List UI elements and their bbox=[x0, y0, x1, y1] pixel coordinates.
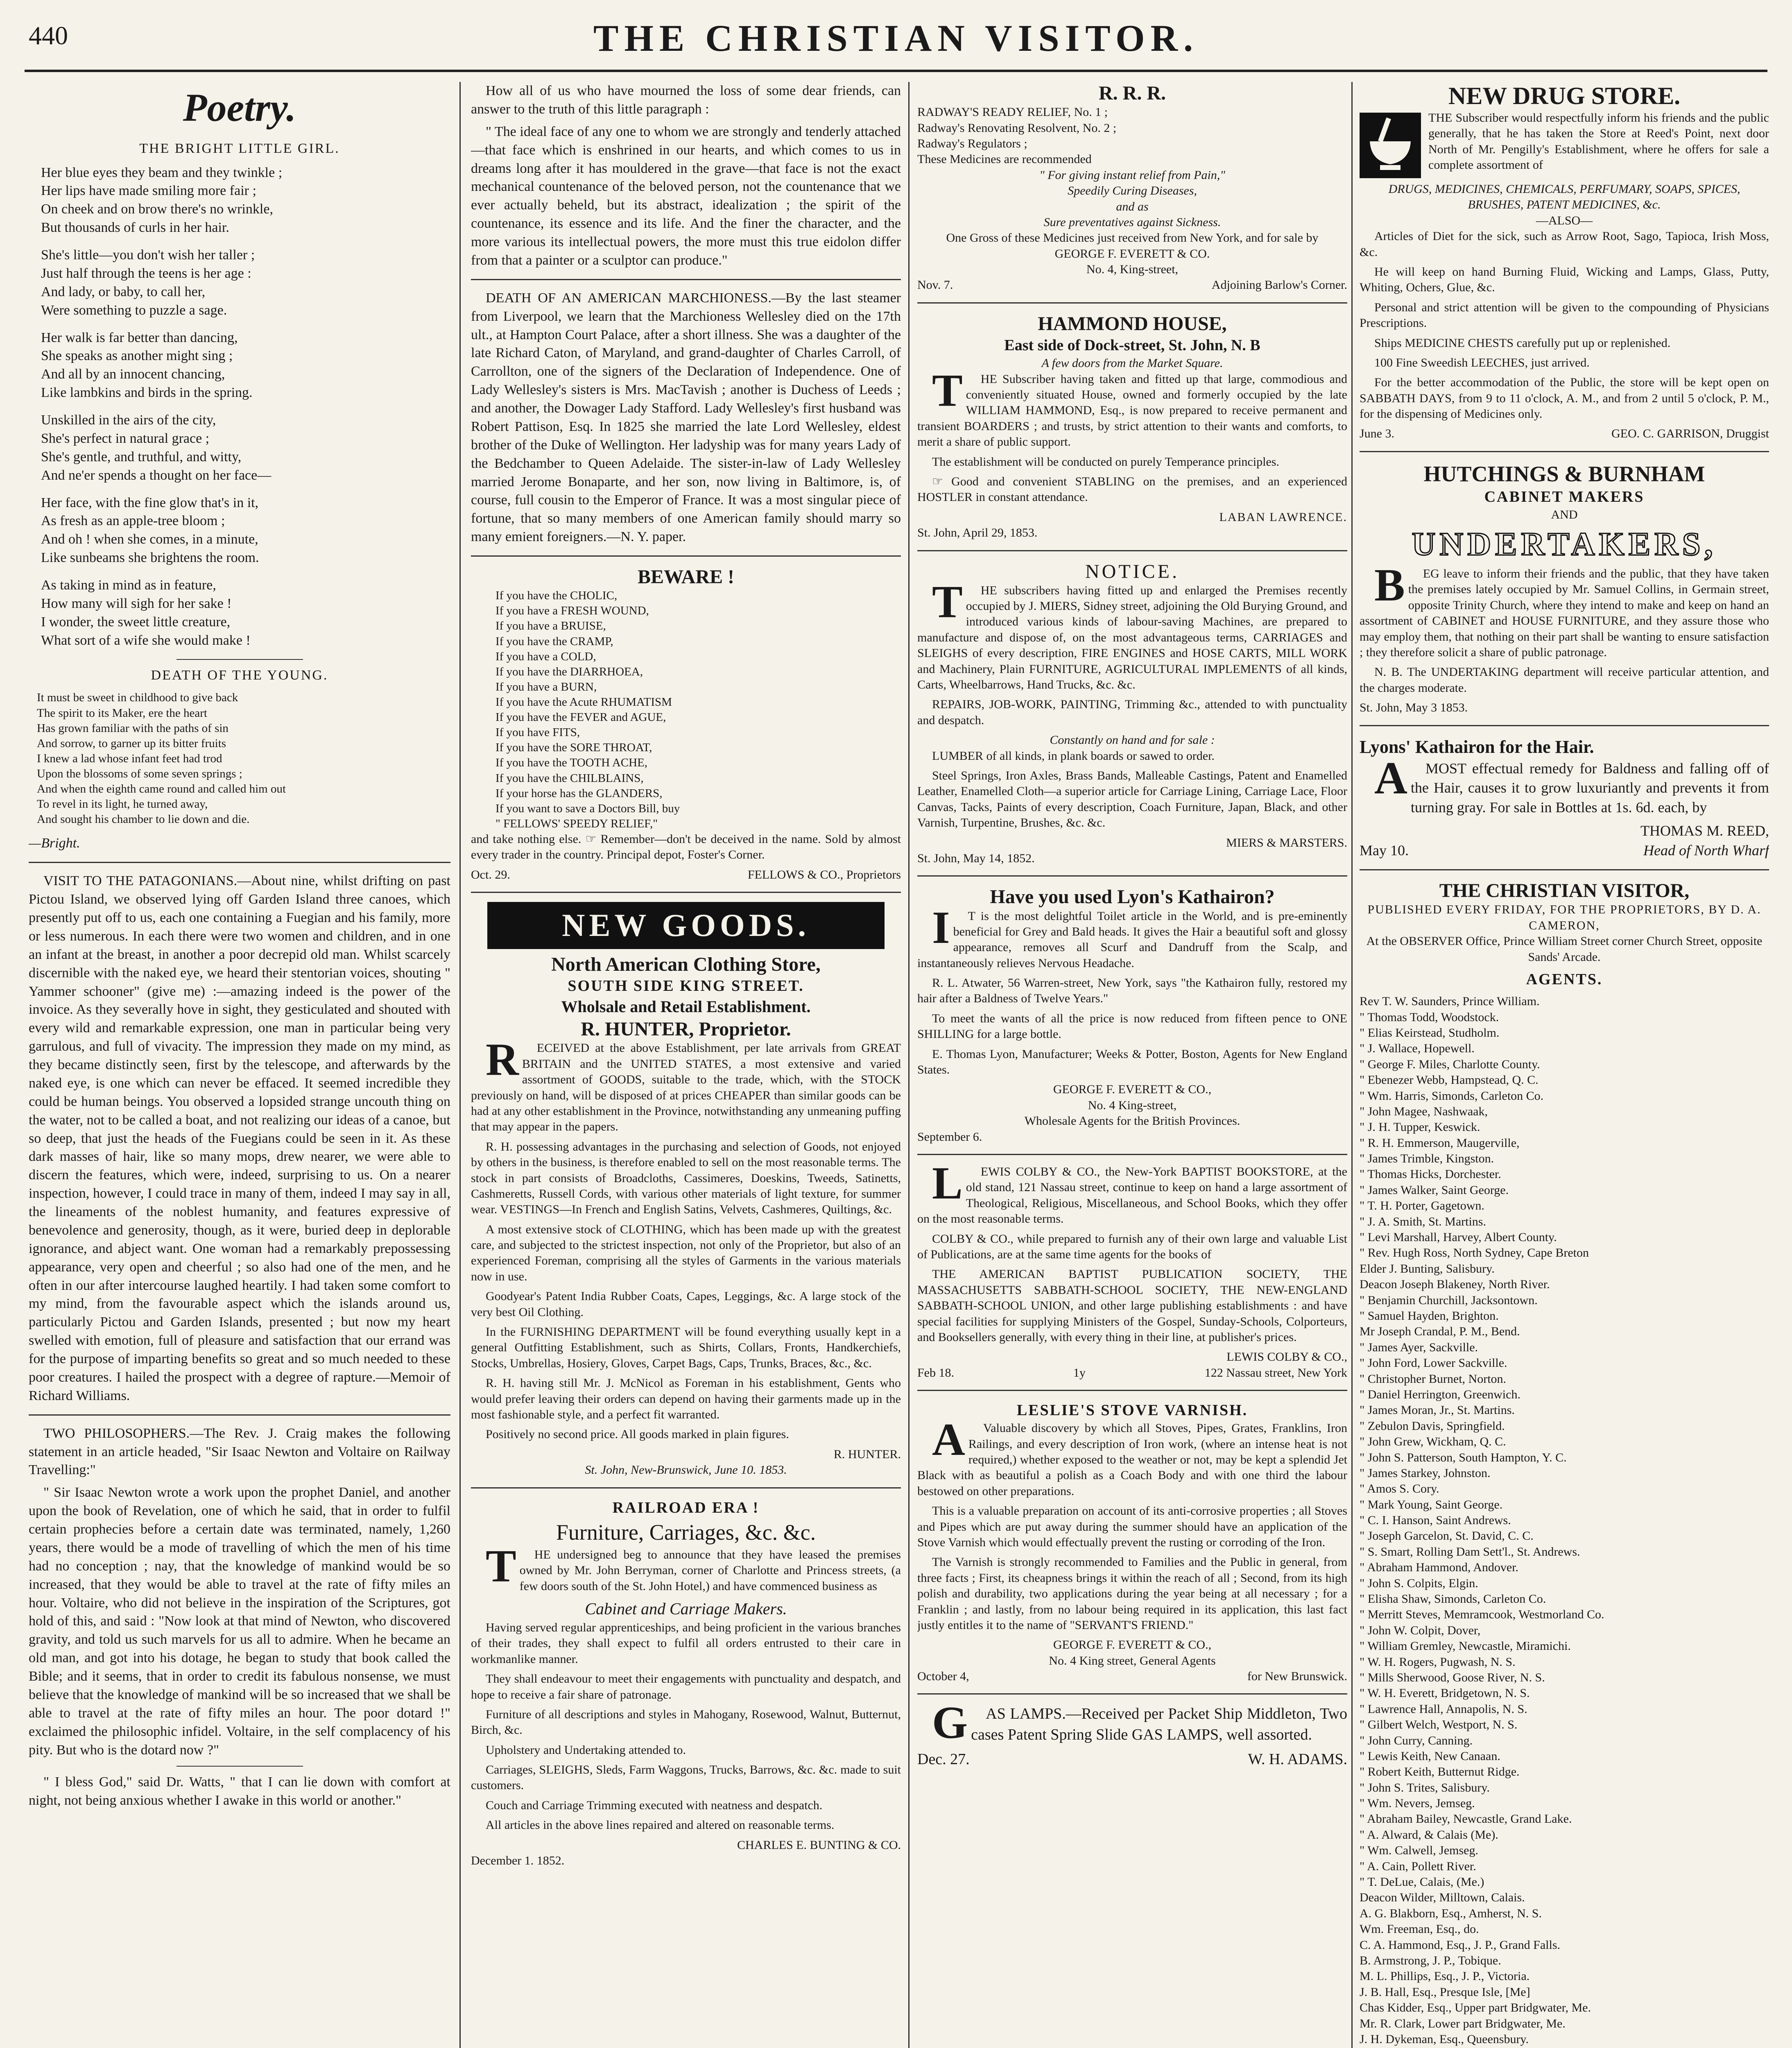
publication-heading: THE CHRISTIAN VISITOR, bbox=[1439, 880, 1690, 902]
ad-body: The Varnish is strongly recommended to Families and the Public in general, from three facts ; First, its cheapness brings it within the reach of all ; Second, from its high polish and durability, two applications during the year being at all necessary ; for a Franklin ; and lastly, from no labour being required in its application, this last fact justly entitles it to the name of "SERVANT'S FRIEND." bbox=[917, 1555, 1347, 1632]
divider bbox=[1360, 725, 1769, 726]
ad-signature: CHARLES E. BUNTING & CO. bbox=[737, 1838, 901, 1852]
ad-body: IT is the most delightful Toilet article in the World, and is pre-eminently beneficial for Grey and Bald heads. It gives the Hair a beautiful soft and glossy appearance, removes all Scurf and Dandruff from the Scalp, and instantaneously relieves Nervous Headache. bbox=[917, 902, 1347, 970]
ad-subheading: CABINET MAKERS bbox=[1484, 488, 1645, 505]
ad-body: Having served regular apprenticeships, and being proficient in the various branches of their trades, they shall expect to fulfil all orders entrusted to their care in workmanlike manner. bbox=[471, 1620, 901, 1666]
poem-author: —Bright. bbox=[29, 836, 80, 851]
ad-body: Upholstery and Undertaking attended to. bbox=[486, 1743, 686, 1757]
ad-body: LUMBER of all kinds, in plank boards or sawed to order. bbox=[932, 749, 1215, 763]
ad-body: A most extensive stock of CLOTHING, which has been made up with the greatest care, and subjected to the strictest inspection, not only of the Proprietor, but also of an experienced Foreman, comprising all the styles of Garments in the various materials now in use. bbox=[471, 1222, 901, 1283]
ad-date: September 6. bbox=[917, 1130, 982, 1144]
ad-heading: LESLIE'S STOVE VARNISH. bbox=[1016, 1402, 1248, 1419]
ad-body: AValuable discovery by which all Stoves, Pipes, Grates, Franklins, Iron Railings, and every description of Iron work, (where an intense heat is not required,) whether exposed to the weather or not, may be kept a splendid Jet Black with as beautiful a polish as a Coach Body and with one third the labour bestowed on other preparations. bbox=[917, 1414, 1347, 1498]
ad-term: 1y bbox=[1073, 1366, 1086, 1380]
ad-signature: GEO. C. GARRISON, Druggist bbox=[1611, 427, 1769, 441]
article-paragraph: " I bless God," said Dr. Watts, " that I can lie down with comfort at night, not being anxious whether I awake in this world or another." bbox=[29, 1774, 450, 1808]
ad-body: RECEIVED at the above Establishment, per late arrivals from GREAT BRITAIN and the UNITED STATES, a most extensive and varied assortment of GOODS, suitable to the trade, which, with the STOCK previously on hand, will be disposed of at prices CHEAPER than similar goods can be had at any other establishment in the Province, notwithstanding any unmeaning puffing that may appear in the papers. bbox=[471, 1034, 901, 1134]
ad-signature-row bbox=[917, 277, 1347, 293]
ad-body: This is a valuable preparation on account of its anti-corrosive properties ; all Stoves and Pipes which are put away during the summer should have an application of the Stove Varnish which would effectually prevent the rusting or corroding of the Iron. bbox=[917, 1504, 1347, 1549]
ad-body: They shall endeavour to meet their engagements with punctuality and despatch, and hope to receive a fair share of patronage. bbox=[471, 1672, 901, 1701]
ad-heading: BEWARE ! bbox=[637, 566, 735, 588]
divider bbox=[29, 862, 450, 863]
ad-body: R. H. having still Mr. J. McNicol as Foreman in his establishment, Gents who would prefer leaving their orders can depend on having their garments made up in the most fashionable style, and a perfect fit warranted. bbox=[471, 1376, 901, 1421]
ad-heading: Furniture, Carriages, &c. &c. bbox=[556, 1520, 816, 1545]
divider bbox=[1360, 451, 1769, 452]
ad-signature: R. HUNTER. bbox=[833, 1447, 901, 1461]
ad-body: E. Thomas Lyon, Manufacturer; Weeks & Potter, Boston, Agents for New England States. bbox=[917, 1047, 1347, 1077]
ad-date: May 10. bbox=[1360, 842, 1409, 859]
divider bbox=[471, 555, 901, 557]
ad-body: Constantly on hand and for sale : bbox=[1050, 733, 1215, 747]
ad-body: and take nothing else. ☞ Remember—don't be deceived in the name. Sold by almost every trader in the country. Principal depot, Foster's Corner. bbox=[471, 832, 901, 862]
ad-signature-row bbox=[917, 1365, 1347, 1381]
article-paragraph: VISIT TO THE PATAGONIANS.—About nine, whilst drifting on past Pictou Island, we observed lying off Garden Island three canoes, which presently put off to us, each one containing a Fuegian and his family, more or less numerous. In each there were two women and children, and in one an infant at the breast, in another a poor decrepid old man. Whilst scarcely discernible with the naked eye, we heard their stentorian voices, shouting " Yammer schooner" (give me) :—amazing indeed is the power of the invoice. As they severally hove in sight, they gesticulated and shouted with every wild and remarkable expression, one man in particular being very garrulous, and full of vivacity. The impression they made on my mind, as they became distinctly seen, first by the telescope, and afterwards by the naked eye, is one which can never be effaced. It seemed incredible they could be human beings. You observed a lopsided strange uncouth thing on the water, not to be called a boat, and not realizing our ideas of a canoe, but so deep, that just the heads of the Fuegians could be seen in it. As these dark masses of hair, like so many mops, drew nearer, we were able to discern the features, which were, indeed, surprising to us. On a nearer inspection, however, I could trace in many of them, indeed I may say in all, the lineaments of the noblest humanity, and features expressive of benevolence and generosity, though, as it were, buried deep in deplorable ignorance, and abject want. One woman had a remarkably prepossessing appearance, very open and cheerful ; so also had one of the men, and he often in our after intercourse laughed heartily. I had taken some comfort to my mind, from the favourable aspect which the islands around us, particularly Pictou and Garden Islands, presented ; but now my heart swelled with emotion, full of pleasure and satisfaction that our errand was for the purpose of imparting benefits so great and so much needed to these poor creatures. I hailed the prospect with a degree of rapture.—Memoir of Richard Williams. bbox=[29, 873, 450, 1403]
ad-subheading: A few doors from the Market Square. bbox=[1041, 356, 1223, 370]
divider bbox=[917, 550, 1347, 551]
article-paragraph: TWO PHILOSOPHERS.—The Rev. J. Craig makes the following statement in an article headed, "Sir Isaac Newton and Voltaire on Railway Travelling:" bbox=[29, 1425, 450, 1478]
column-rule bbox=[459, 82, 461, 2048]
ad-body: Personal and strict attention will be given to the compounding of Physicians Prescriptions. bbox=[1360, 300, 1769, 330]
divider bbox=[176, 659, 303, 660]
page-number: 440 bbox=[29, 21, 68, 50]
column-rule bbox=[908, 82, 910, 2048]
ad-signature-row bbox=[1360, 841, 1769, 861]
ad-signature: LEWIS COLBY & CO., bbox=[1226, 1350, 1347, 1364]
ad-body: In the FURNISHING DEPARTMENT will be found everything usually kept in a general Outfitting Establishment, such as Shirts, Collars, Fronts, Handkerchiefs, Stocks, Umbrellas, Hosiery, Gloves, Carpet Bags, Caps, Trunks, Braces, &c., &c. bbox=[471, 1325, 901, 1370]
poem-stanza: Her blue eyes they beam and they twinkle ; Her lips have made smiling more fair ; On cheek and on brow there's no wrinkle, But thousands of curls in her hair. bbox=[41, 165, 283, 236]
poem-title: DEATH OF THE YOUNG. bbox=[151, 667, 328, 683]
ad-body: Articles of Diet for the sick, such as Arrow Root, Sago, Tapioca, Irish Moss, &c. bbox=[1360, 229, 1769, 259]
ad-date: St. John, May 3 1853. bbox=[1360, 701, 1468, 715]
ad-subheading: Wholsale and Retail Establishment. bbox=[561, 997, 811, 1016]
page-header bbox=[25, 12, 1767, 72]
ad-body: Steel Springs, Iron Axles, Brass Bands, Malleable Castings, Patent and Enamelled Leather, Enamelled Cloth—a superior article for Carriage Lining, Carriage Lace, Floor Canvas, Tacks, Paints of every description, Coach Furniture, Japan, Black, and other Varnish, Turpentine, Brushes, &c. &c. bbox=[917, 769, 1347, 830]
ad-body: REPAIRS, JOB-WORK, PAINTING, Trimming &c., attended to with punctuality and despatch. bbox=[917, 698, 1347, 727]
article-paragraph: " The ideal face of any one to whom we are strongly and tenderly attached—that face which is enshrined in our hearts, and which comes to us in dreams long after it has mouldered in the grave—that face is not the exact mechanical countenance of the beloved person, not the countenance that we ever actually beheld, but its abstract, idealization ; the spirit of the countenance, its essence and its life. And the finer the character, and the more various its intellectual powers, the more must this true eidolon differ from that a painter or a sculptor can produce." bbox=[471, 124, 901, 268]
ad-address: for New Brunswick. bbox=[1247, 1670, 1347, 1683]
poetry-heading: Poetry. bbox=[183, 86, 296, 129]
ad-subheading: SOUTH SIDE KING STREET. bbox=[568, 977, 804, 995]
ad-heading: North American Clothing Store, bbox=[551, 954, 821, 976]
ad-body: Cabinet and Carriage Makers. bbox=[585, 1599, 787, 1618]
ad-body: To meet the wants of all the price is now reduced from fifteen pence to ONE SHILLING for a large bottle. bbox=[917, 1011, 1347, 1041]
ad-heading: Lyons' Kathairon for the Hair. bbox=[1360, 736, 1594, 757]
ad-body: Goodyear's Patent India Rubber Coats, Capes, Leggings, &c. A large stock of the very best Oil Clothing. bbox=[471, 1289, 901, 1319]
ad-date: St. John, May 14, 1852. bbox=[917, 851, 1035, 865]
masthead-title: THE CHRISTIAN VISITOR. bbox=[593, 17, 1199, 59]
ad-address: Adjoining Barlow's Corner. bbox=[1211, 278, 1347, 292]
ad-body: Positively no second price. All goods marked in plain figures. bbox=[486, 1427, 789, 1441]
ad-body: N. B. The UNDERTAKING department will receive particular attention, and the charges moderate. bbox=[1360, 665, 1769, 695]
article-paragraph: How all of us who have mourned the loss of some dear friends, can answer to the truth of this little paragraph : bbox=[471, 83, 901, 117]
ad-heading: HUTCHINGS & BURNHAM bbox=[1423, 461, 1705, 486]
ad-body: THE subscribers having fitted up and enlarged the Premises recently occupied by J. MIERS, Sidney street, adjoining the Old Burying Ground, and introduced various kinds of labour-saving Machines, are prepared to manufacture and dispose of, on the most advantageous terms, CARRIAGES and SLEIGHS of every description, FIRE ENGINES and HOSE CARTS, MILL WORK and Machinery, Plain FURNITURE, AGRICULTURAL IMPLEMENTS of all kinds, Carts, Wheelbarrows, Hand Trucks, &c. &c. bbox=[917, 576, 1347, 692]
ad-signature: GEORGE F. EVERETT & CO., No. 4 King street, General Agents bbox=[1049, 1638, 1216, 1667]
article-paragraph: " Sir Isaac Newton wrote a work upon the prophet Daniel, and another upon the book of Revelation, one of which he said, that in order to fulfil certain prophecies before a certain date was terminated, namely, 1,260 years, there would be a mode of travelling of which the men of his time had no conception ; nay, that the knowledge of mankind would be so increased, that they would be able to travel at the rate of fifty miles an hour. Voltaire, who did not believe in the inspiration of the Scriptures, got hold of this, and said : "Now look at that mind of Newton, who discovered gravity, and told us such marvels for us all to admire. When he became an old man, and got into his dotage, he began to study that book called the Bible; and it seems, that in order to credit its fabulous nonsense, we must believe that the knowledge of mankind will be so increased that we shall be able to travel at the rate of fifty miles an hour. The poor dotard !" exclaimed the philosophic infidel. Voltaire, in the self complacency of his pity. But who is the dotard now ?" bbox=[29, 1485, 450, 1758]
ad-heading: RAILROAD ERA ! bbox=[612, 1499, 760, 1516]
ad-signature: GEORGE F. EVERETT & CO., No. 4 King-street, Wholesale Agents for the British Provinces. bbox=[1024, 1083, 1240, 1128]
agents-heading: AGENTS. bbox=[1526, 971, 1603, 988]
ad-list: If you have the CHOLIC, If you have a FRESH WOUND, If you have a BRUISE, If you have the CRAMP, If you have a COLD, If you have the DIARRHOEA, If you have a BURN, If you have the Acute RHUMATISM If you have the FEVER and AGUE, If you have FITS, If you have the SORE THROAT, If you have the TOOTH ACHE, If you have the CHILBLAINS, If your horse has the GLANDERS, If you want to save a Doctors Bill, buy " FELLOWS' SPEEDY RELIEF," bbox=[496, 589, 680, 830]
ad-body: Furniture of all descriptions and styles in Mahogany, Rosewood, Walnut, Butternut, Birch, &c. bbox=[471, 1707, 901, 1737]
poem-stanza: Her walk is far better than dancing, She speaks as another might sing ; And all by an innocent chancing, Like lambkins and birds in the spring. bbox=[41, 330, 253, 401]
ad-body: DRUGS, MEDICINES, CHEMICALS, PERFUMARY, SOAPS, SPICES, BRUSHES, PATENT MEDICINES, &c. bbox=[1388, 182, 1740, 212]
ad-body: THE Subscriber would respectfully inform his friends and the public generally, that he has taken the Store at Reed's Point, next door North of Mr. Pengilly's Establishment, where he offers for sale a complete assortment of bbox=[1428, 111, 1769, 172]
new-goods-banner: NEW GOODS. bbox=[487, 902, 885, 949]
ad-body: THE AMERICAN BAPTIST PUBLICATION SOCIETY, THE MASSACHUSETTS SABBATH-SCHOOL SOCIETY, THE NEW-ENGLAND SABBATH-SCHOOL UNION, and other large publishing establishments : and have special facilities for supplying Ministers of the Gospel, Sunday-Schools, Colporteurs, and Booksellers generally, with every thing in their line, at publisher's prices. bbox=[917, 1267, 1347, 1344]
ad-heading: NEW DRUG STORE. bbox=[1448, 82, 1681, 109]
ad-date: Feb 18. bbox=[917, 1366, 954, 1380]
ad-heading: R. R. R. bbox=[1099, 82, 1166, 104]
mortar-and-pestle-icon bbox=[1360, 113, 1421, 178]
ad-date: October 4, bbox=[917, 1670, 969, 1683]
ad-heading: UNDERTAKERS, bbox=[1412, 526, 1717, 562]
publication-subheading: PUBLISHED EVERY FRIDAY, FOR THE PROPRIETORS, BY D. A. CAMERON, bbox=[1367, 903, 1761, 932]
ad-subheading: AND bbox=[1551, 508, 1578, 522]
agents-list: Rev T. W. Saunders, Prince William. " Thomas Todd, Woodstock. " Elias Keirstead, Studholm. " J. Wallace, Hopewell. " George F. Miles, Charlotte County. " Ebenezer Webb, Hampstead, Q. C. " Wm. Harris, Simonds, Carleton Co. " John Magee, Nashwaak, " J. H. Tupper, Keswick. " R. H. Emmerson, Maugerville, " James Trimble, Kingston. " Thomas Hicks, Dorchester. " James Walker, Saint George. " T. H. Porter, Gagetown. " J. A. Smith, St. Martins. " Levi Marshall, Harvey, Albert County. " Rev. Hugh Ross, North Sydney, Cape Breton Elder J. Bunting, Salisbury. Deacon Joseph Blakeney, North River. " Benjamin Churchill, Jacksontown. " Samuel Hayden, Brighton. Mr Joseph Crandal, P. M., Bend. " James Ayer, Sackville. " John Ford, Lower Sackville. " Christopher Burnet, Norton. " Daniel Herrington, Greenwich. " James Moran, Jr., St. Martins. " Zebulon Davis, Springfield. " John Grew, Wickham, Q. C. " John S. Patterson, South Hampton, Y. C. " James Starkey, Johnston. " Amos S. Cory. " Mark Young, Saint George. " C. I. Hanson, Saint Andrews. " Joseph Garcelon, St. David, C. C. " S. Smart, Rolling Dam Sett'l., St. Andrews. " Abraham Hammond, Andover. " John S. Colpits, Elgin. " Elisha Shaw, Simonds, Carleton Co. " Merritt Steves, Memramcook, Westmorland Co. " John W. Colpit, Dover, " William Gremley, Newcastle, Miramichi. " W. H. Rogers, Pugwash, N. S. " Mills Sherwood, Goose River, N. S. " W. H. Everett, Bridgetown, N. S. " Lawrence Hall, Annapolis, N. S. " Gilbert Welch, Westport, N. S. " John Curry, Canning. " Lewis Keith, New Canaan. " Robert Keith, Butternut Ridge. " John S. Trites, Salisbury. " Wm. Nevers, Jemseg. " Abraham Bailey, Newcastle, Grand Lake. " A. Alward, & Calais (Me). " Wm. Calwell, Jemseg. " A. Cain, Pollett River. " T. DeLue, Calais, (Me.) Deacon Wilder, Milltown, Calais. A. G. Blakborn, Esq., Amherst, N. S. Wm. Freeman, Esq., do. C. A. Hammond, Esq., J. P., Grand Falls. B. Armstrong, J. P., Tobique. M. L. Phillips, Esq., J. P., Victoria. J. B. Hall, Esq., Presque Isle, [Me] Chas Kidder, Esq., Upper part Bridgwater, Me. Mr. R. Clark, Lower part Bridgwater, Me. J. H. Dykeman, Esq., Queensbury. bbox=[1360, 995, 1604, 2046]
ad-body: Carriages, SLEIGHS, Sleds, Farm Waggons, Trucks, Barrows, &c. &c. made to suit customers. bbox=[471, 1763, 901, 1792]
article-paragraph: DEATH OF AN AMERICAN MARCHIONESS.—By the last steamer from Liverpool, we learn that the Marchioness Wellesley died on the 17th ult., at Hampton Court Palace, after a short illness. She was a daughter of the late Richard Caton, of Maryland, and grand-daughter of Charles Carroll, of Carrollton, one of the signers of the Declaration of Independence. One of Lady Wellesley's sisters is Mrs. MacTavish ; another is Duchess of Leeds ; and another, the Dowager Lady Stafford. Lady Wellesley's first husband was Robert Pattison, Esq. In 1825 she married the late Lord Wellesley, eldest brother of the Duke of Wellington. Her ladyship was for many years Lady of the Bedchamber to Queen Adelaide. The sister-in-law of Lady Wellesley married Jerome Bonaparte, and her son, now living in Baltimore, is, of course, full cousin to the Emperor of France. It was a most singular piece of fortune, that so many members of one American family should marry so many emient foreigners.—N. Y. paper. bbox=[471, 290, 901, 545]
ad-body: All articles in the above lines repaired and altered on reasonable terms. bbox=[486, 1818, 835, 1832]
ad-signature-row bbox=[471, 867, 901, 883]
divider bbox=[29, 1414, 450, 1416]
ad-body: " For giving instant relief from Pain," Speedily Curing Diseases, and as Sure preventatives against Sickness. bbox=[1039, 168, 1225, 229]
column-2 bbox=[471, 82, 901, 2048]
ad-body: These Medicines are recommended bbox=[917, 152, 1092, 166]
ad-date: June 3. bbox=[1360, 427, 1394, 441]
ad-signature-row bbox=[917, 1669, 1347, 1684]
divider bbox=[917, 1390, 1347, 1391]
ad-body: THE undersigned beg to announce that they have leased the premises owned by Mr. John Berryman, corner of Charlotte and Princess streets, (a few doors south of the St. John Hotel,) and have commenced business as bbox=[486, 1541, 901, 1593]
ad-heading: Have you used Lyon's Kathairon? bbox=[990, 886, 1275, 908]
ad-body: THE Subscriber having taken and fitted up that large, commodious and conveniently situated House, owned and formerly occupied by the late WILLIAM HAMMOND, Esq., is now prepared to receive permanent and transient BOARDERS ; and trusts, by strict attention to their wants and comforts, to merit a share of public support. bbox=[917, 365, 1347, 449]
ad-body: Ships MEDICINE CHESTS carefully put up or replenished. bbox=[1374, 336, 1671, 350]
ad-body: GAS LAMPS.—Received per Packet Ship Middleton, Two cases Patent Spring Slide GAS LAMPS, well assorted. bbox=[932, 1697, 1347, 1749]
ad-date: Nov. 7. bbox=[917, 278, 953, 292]
divider bbox=[1360, 869, 1769, 870]
poem-stanza: Her face, with the fine glow that's in it, As fresh as an apple-tree bloom ; And oh ! when she comes, in a minute, Like sunbeams she brightens the room. bbox=[41, 495, 259, 566]
ad-body: R. L. Atwater, 56 Warren-street, New York, says "the Kathairon fully, restored my hair after a Baldness of Twelve Years." bbox=[917, 976, 1347, 1006]
ad-date: Dec. 27. bbox=[917, 1750, 970, 1768]
ad-body: Couch and Carriage Trimming executed with neatness and despatch. bbox=[486, 1798, 823, 1812]
ad-proprietor: R. HUNTER, Proprietor. bbox=[581, 1018, 791, 1040]
ad-body: ☞ Good and convenient STABLING on the premises, and an experienced HOSTLER in constant attendance. bbox=[917, 474, 1347, 504]
ad-body: One Gross of these Medicines just received from New York, and for sale by GEORGE F. EVERETT & CO. No. 4, King-street, bbox=[946, 231, 1319, 276]
ad-date: St. John, New-Brunswick, June 10. 1853. bbox=[585, 1463, 787, 1477]
divider bbox=[471, 279, 901, 280]
poem-title: THE BRIGHT LITTLE GIRL. bbox=[139, 140, 340, 156]
ad-date: December 1. 1852. bbox=[471, 1854, 565, 1868]
divider bbox=[917, 1154, 1347, 1155]
divider bbox=[176, 1766, 303, 1767]
divider bbox=[471, 1487, 901, 1488]
ad-signature: FELLOWS & CO., Proprietors bbox=[747, 868, 901, 881]
ad-body: RADWAY'S READY RELIEF, No. 1 ; Radway's Renovating Resolvent, No. 2 ; Radway's Regulators ; bbox=[917, 105, 1117, 150]
ad-body: For the better accommodation of the Public, the store will be kept open on SABBATH DAYS, from 9 to 11 o'clock, A. M., and from 2 until 5 o'clock, P. M., for the dispensing of Medicines only. bbox=[1360, 376, 1769, 421]
publication-address: At the OBSERVER Office, Prince William Street corner Church Street, opposite Sands' Arcade. bbox=[1366, 934, 1763, 964]
ad-body: —ALSO— bbox=[1536, 213, 1593, 227]
ad-heading: NOTICE. bbox=[1085, 560, 1179, 582]
ad-heading: HAMMOND HOUSE, bbox=[1038, 313, 1227, 335]
poem-stanza: As taking in mind as in feature, How many will sigh for her sake ! I wonder, the sweet little creature, What sort of a wife she would make ! bbox=[41, 578, 251, 648]
ad-body: AMOST effectual remedy for Baldness and falling off of the Hair, causes it to grow luxuriantly and prevents it from turning gray. For sale in Bottles at 1s. 6d. each, by bbox=[1374, 752, 1769, 816]
ad-date: Oct. 29. bbox=[471, 868, 510, 881]
ad-signature: MIERS & MARSTERS. bbox=[1226, 836, 1347, 850]
divider bbox=[471, 892, 901, 893]
ad-subheading: East side of Dock-street, St. John, N. B bbox=[1004, 337, 1260, 354]
column-rule bbox=[1351, 82, 1353, 2048]
ad-body: BEG leave to inform their friends and the public, that they have taken the premises lately occupied by Mr. Samuel Collins, in Germain street, opposite Trinity Church, where they intend to make and keep on hand an assortment of CABINET and HOUSE FURNITURE, and they assure those who may employ them, that nothing on their part shall be wanting to ensure satisfaction ; they therefore solicit a share of public patronage. bbox=[1360, 560, 1769, 659]
poem-stanza: Unskilled in the airs of the city, She's perfect in natural grace ; She's gentle, and truthful, and witty, And ne'er spends a thought on her face— bbox=[41, 412, 272, 483]
ad-signature-row bbox=[917, 1749, 1347, 1769]
ad-signature: W. H. ADAMS. bbox=[1248, 1750, 1347, 1768]
column-3 bbox=[917, 82, 1347, 2048]
divider bbox=[917, 1693, 1347, 1695]
divider bbox=[917, 302, 1347, 304]
ad-signature: LABAN LAWRENCE. bbox=[1219, 510, 1347, 524]
ad-body: LEWIS COLBY & CO., the New-York BAPTIST BOOKSTORE, at the old stand, 121 Nassau street, continue to keep on hand a large assortment of Theological, Religious, Miscellaneous, and School Books, which they offer on the most reasonable terms. bbox=[917, 1158, 1347, 1226]
poem-stanza: She's little—you don't wish her taller ; Just half through the teens is her age : And lady, or baby, to call her, Were something to puzzle a sage. bbox=[41, 247, 255, 318]
ad-body: R. H. possessing advantages in the purchasing and selection of Goods, not enjoyed by others in the business, is therefore enabled to sell on the most reasonable terms. The stock in part consists of Broadcloths, Cassimeres, Doeskins, Tweeds, Satinetts, Cashmeretts, Russell Cords, with various other materials of light texture, for summer wear. VESTINGS—In French and English Satins, Velvets, Cashmeres, Quiltings, &c. bbox=[471, 1140, 901, 1217]
ad-date: St. John, April 29, 1853. bbox=[917, 526, 1038, 540]
ad-signature-row bbox=[1360, 426, 1769, 442]
ad-body: 100 Fine Sweedish LEECHES, just arrived. bbox=[1374, 356, 1590, 369]
ad-body: He will keep on hand Burning Fluid, Wicking and Lamps, Glass, Putty, Whiting, Ochers, Glue, &c. bbox=[1360, 265, 1769, 295]
column-4 bbox=[1360, 82, 1769, 2048]
ad-address: 122 Nassau street, New York bbox=[1204, 1366, 1347, 1380]
poem-body: It must be sweet in childhood to give back The spirit to its Maker, ere the heart Has grown familiar with the paths of sin And sorrow, to garner up its bitter fruits I knew a lad whose infant feet had trod Upon the blossoms of some seven springs ; And when the eighth came round and called him out To revel in its light, he turned away, And sought his chamber to lie down and die. bbox=[37, 691, 286, 826]
ad-body: The establishment will be conducted on purely Temperance principles. bbox=[932, 455, 1279, 469]
ad-body: COLBY & CO., while prepared to furnish any of their own large and valuable List of Publications, are at the same time agents for the books of bbox=[917, 1232, 1347, 1261]
column-1 bbox=[29, 82, 450, 2048]
ad-signature: THOMAS M. REED, bbox=[1640, 822, 1769, 839]
ad-address: Head of North Wharf bbox=[1643, 842, 1769, 859]
divider bbox=[917, 875, 1347, 877]
